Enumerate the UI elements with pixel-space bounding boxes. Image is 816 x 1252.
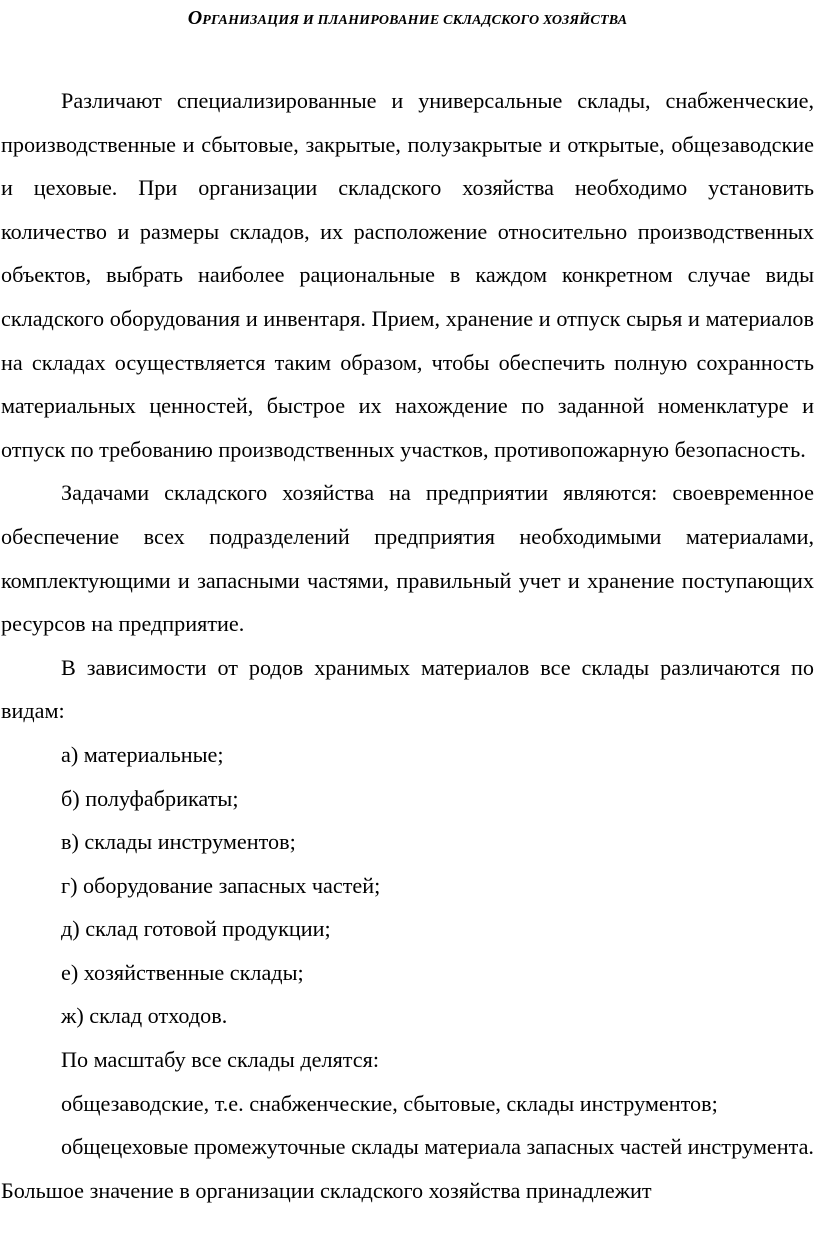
list-item: б) полуфабрикаты; [61,785,239,811]
scale-item-factory-wide: общезаводские, т.е. снабженческие, сбытовые, склады инструментов; [61,1090,718,1116]
kinds-list [1,733,814,1038]
list-item: а) материальные; [61,741,224,767]
document-title [1,4,814,32]
paragraph-kinds-intro: В зависимости от родов хранимых материалов все склады различаются по видам: [1,654,814,724]
paragraph-warehouse-tasks: Задачами складского хозяйства на предприятии являются: своевременное обеспечение всех подразделений предприятия необходимыми материалами, комплектующими и запасными частями, правильный учет и хранение поступающих ресурсов на предприятие. [1,480,814,637]
title-first-letter: О [187,7,203,29]
list-item: ж) склад отходов. [61,1003,228,1029]
paragraph-warehouse-types: Различают специализированные и универсальные склады, снабженческие, производственные и сбытовые, закрытые, полузакрытые и открытые, общезаводские и цеховые. При организации складского хозяйства необходимо установить количество и размеры складов, их расположение относительно производственных объектов, выбрать наиболее рациональные в каждом конкретном случае виды складского оборудования и инвентаря. Прием, хранение и отпуск сырья и материалов на складах осуществляется таким образом, чтобы обеспечить полную сохранность материальных ценностей, быстрое их нахождение по заданной номенклатуре и отпуск по требованию производственных участков, противопожарную безопасность. [1,88,814,462]
list-item: г) оборудование запасных частей; [61,872,381,898]
scale-intro: По масштабу все склады делятся: [61,1047,379,1073]
closing-line: Большое значение в организации складского хозяйства принадлежит [1,1177,652,1203]
scale-item-shop-wide: общецеховые промежуточные склады материала запасных частей инструмента. [61,1134,814,1160]
list-item: е) хозяйственные склады; [61,959,304,985]
document-body [1,79,814,1212]
list-item: д) склад готовой продукции; [61,916,331,942]
list-item: в) склады инструментов; [61,829,296,855]
title-rest: РГАНИЗАЦИЯ И ПЛАНИРОВАНИЕ СКЛАДСКОГО ХОЗЯЙСТВА [202,13,628,28]
